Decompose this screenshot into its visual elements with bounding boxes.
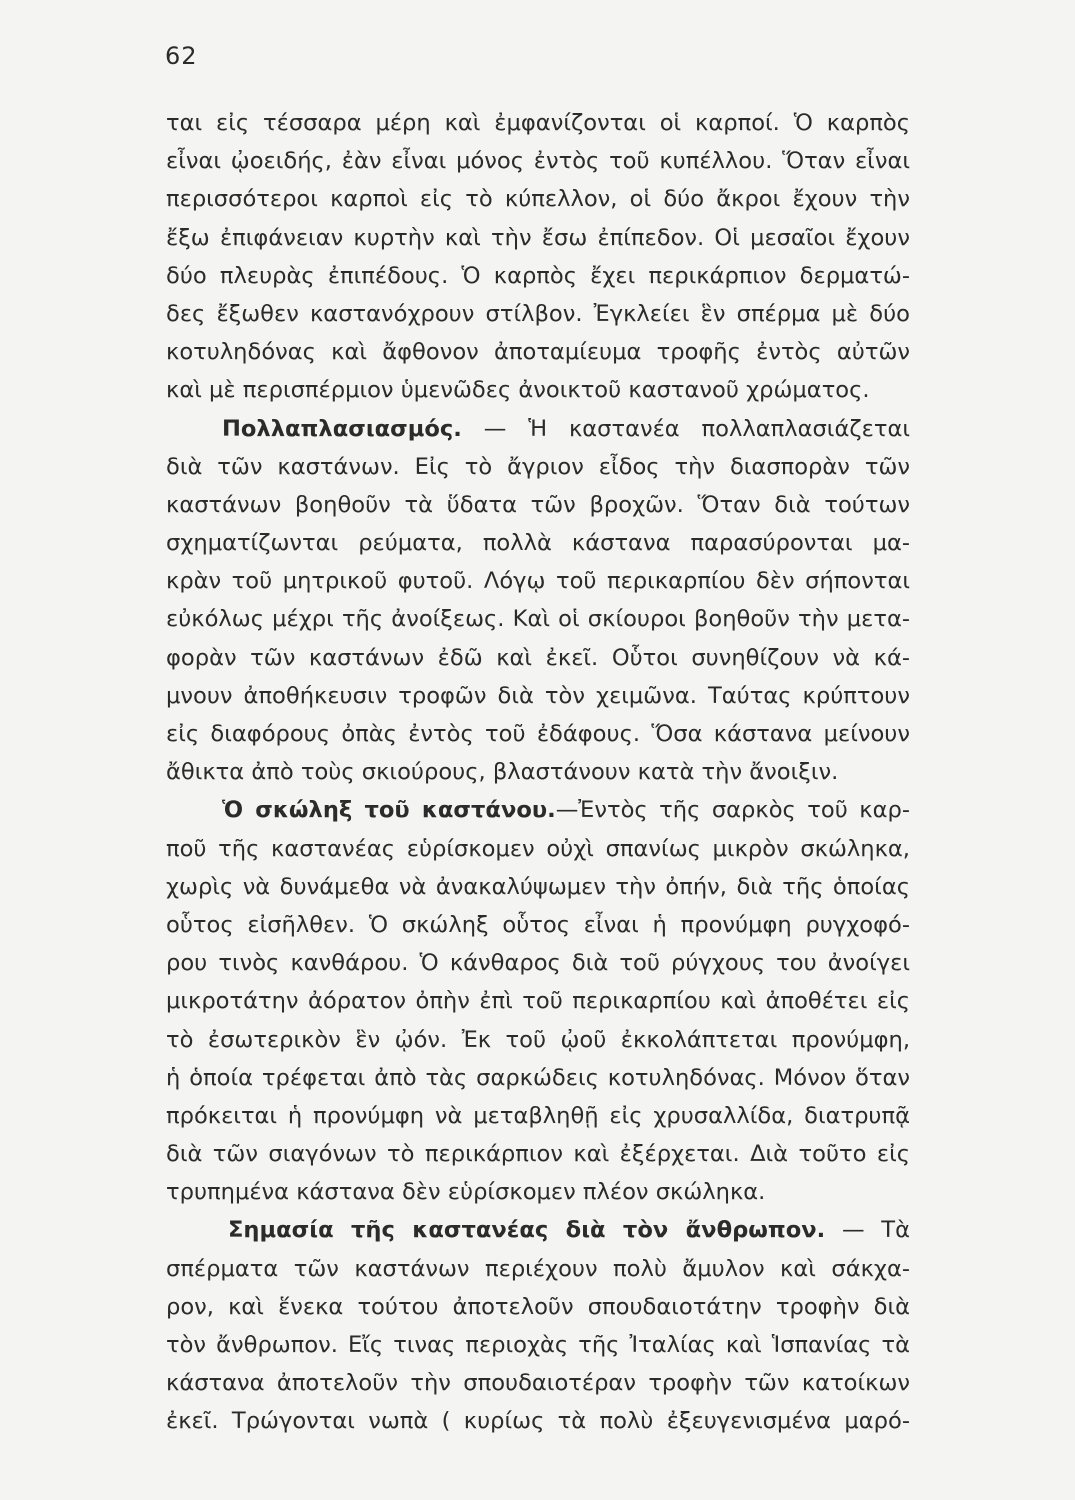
text-segment: τρυπημένα κάστανα δὲν εὑρίσκομεν πλέον σκώληκα. — [166, 1179, 766, 1206]
text-line — [166, 1326, 910, 1364]
text-line — [166, 830, 910, 868]
text-line — [166, 1097, 910, 1135]
text-segment: κοτυληδόνας καὶ ἄφθονον ἀποταμίευμα τροφῆς ἐντὸς αὐτῶν — [166, 339, 910, 366]
text-line — [166, 257, 910, 295]
text-line — [166, 295, 910, 333]
text-segment: —Ἐντὸς τῆς σαρκὸς τοῦ καρ- — [555, 797, 910, 824]
text-line — [166, 753, 910, 791]
text-segment: τὸν ἄνθρωπον. Εἴς τινας περιοχὰς τῆς Ἰταλίας καὶ Ἱσπανίας τὰ — [166, 1332, 910, 1358]
text-segment: καὶ μὲ περισπέρμιον ὑμενῶδες ἀνοικτοῦ καστανοῦ χρώματος. — [166, 377, 870, 404]
text-segment: ἔξω ἐπιφάνειαν κυρτὴν καὶ τὴν ἔσω ἐπίπεδον. Οἱ μεσαῖοι ἔχουν — [166, 224, 910, 251]
text-segment: τὸ ἐσωτερικὸν ἓν ᾠόν. Ἐκ τοῦ ᾠοῦ ἐκκολάπτεται προνύμφη, — [166, 1026, 910, 1053]
text-segment: ρου τινὸς κανθάρου. Ὁ κάνθαρος διὰ τοῦ ρύγχους του ἀνοίγει — [166, 950, 910, 977]
text-segment: διὰ τῶν καστάνων. Εἰς τὸ ἄγριον εἶδος τὴν διασπορὰν τῶν — [166, 453, 910, 480]
text-segment: ἐκεῖ. Τρώγονται νωπὰ ( κυρίως τὰ πολὺ ἐξευγενισμένα μαρό- — [166, 1408, 910, 1435]
text-segment: σπέρματα τῶν καστάνων περιέχουν πολὺ ἄμυλον καὶ σάκχα- — [166, 1255, 910, 1282]
text-segment: μικροτάτην ἀόρατον ὀπὴν ἐπὶ τοῦ περικαρπίου καὶ ἀποθέτει εἰς — [166, 988, 910, 1015]
text-line — [166, 104, 910, 142]
text-line — [166, 1021, 910, 1059]
text-segment: δύο πλευρὰς ἐπιπέδους. Ὁ καρπὸς ἔχει περικάρπιον δερματώ- — [166, 262, 910, 289]
text-line — [166, 1288, 910, 1326]
text-segment: ται εἰς τέσσαρα μέρη καὶ ἐμφανίζονται οἱ καρποί. Ὁ καρπὸς — [166, 110, 910, 136]
text-segment: σχηματίζωνται ρεύματα, πολλὰ κάστανα παρασύρονται μα- — [166, 530, 910, 557]
text-line — [166, 333, 910, 371]
text-line — [166, 600, 910, 638]
text-segment: ρον, καὶ ἕνεκα τούτου ἀποτελοῦν σπουδαιοτάτην τροφὴν διὰ — [166, 1293, 910, 1320]
text-line — [166, 944, 910, 982]
text-line — [166, 1402, 910, 1440]
text-line — [166, 791, 910, 829]
text-segment: ἄθικτα ἀπὸ τοὺς σκιούρους, βλαστάνουν κατὰ τὴν ἄνοιξιν. — [166, 759, 839, 786]
text-line — [166, 410, 910, 448]
text-segment: — Ἡ καστανέα πολλαπλασιάζεται — [461, 415, 910, 442]
text-segment: πρόκειται ἡ προνύμφη νὰ μεταβληθῇ εἰς χρυσαλλίδα, διατρυπᾷ — [166, 1102, 910, 1129]
text-line — [166, 1364, 910, 1402]
text-segment: — Τὰ — [825, 1217, 910, 1244]
text-line — [166, 982, 910, 1020]
text-line — [166, 1135, 910, 1173]
text-segment: καστάνων βοηθοῦν τὰ ὕδατα τῶν βροχῶν. Ὅταν διὰ τούτων — [166, 491, 910, 518]
page-number: 62 — [165, 42, 198, 70]
text-segment: εἰς διαφόρους ὀπὰς ἐντὸς τοῦ ἐδάφους. Ὅσα κάστανα μείνουν — [166, 721, 910, 747]
text-line — [166, 1211, 910, 1249]
text-segment: οὗτος εἰσῆλθεν. Ὁ σκώληξ οὗτος εἶναι ἡ προνύμφη ρυγχοφό- — [166, 911, 910, 938]
text-line — [166, 486, 910, 524]
text-segment: ἡ ὁποία τρέφεται ἀπὸ τὰς σαρκώδεις κοτυληδόνας. Μόνον ὅταν — [166, 1064, 910, 1091]
text-segment: φορὰν τῶν καστάνων ἐδῶ καὶ ἐκεῖ. Οὗτοι συνηθίζουν νὰ κά- — [166, 644, 910, 671]
text-segment: ποῦ τῆς καστανέας εὑρίσκομεν οὐχὶ σπανίως μικρὸν σκώληκα, — [166, 835, 910, 862]
body-text — [166, 104, 910, 1441]
text-line — [166, 1250, 910, 1288]
text-segment: χωρὶς νὰ δυνάμεθα νὰ ἀνακαλύψωμεν τὴν ὀπήν, διὰ τῆς ὁποίας — [166, 873, 910, 900]
text-segment: δες ἔξωθεν καστανόχρουν στίλβον. Ἐγκλείει ἓν σπέρμα μὲ δύο — [166, 300, 910, 327]
text-line — [166, 371, 910, 409]
text-segment: κάστανα ἀποτελοῦν τὴν σπουδαιοτέραν τροφὴν τῶν κατοίκων — [166, 1370, 910, 1397]
text-segment: εἶναι ᾠοειδής, ἐὰν εἶναι μόνος ἐντὸς τοῦ κυπέλλου. Ὅταν εἶναι — [166, 148, 910, 175]
text-line — [166, 677, 910, 715]
section-heading: Σημασία τῆς καστανέας διὰ τὸν ἄνθρωπον. — [228, 1217, 826, 1244]
text-line — [166, 180, 910, 218]
text-line — [166, 142, 910, 180]
text-segment: διὰ τῶν σιαγόνων τὸ περικάρπιον καὶ ἐξέρχεται. Διὰ τοῦτο εἰς — [166, 1141, 910, 1168]
section-heading: Πολλαπλασιασμός. — [222, 415, 462, 442]
text-line — [166, 562, 910, 600]
text-segment: κρὰν τοῦ μητρικοῦ φυτοῦ. Λόγῳ τοῦ περικαρπίου δὲν σήπονται — [166, 568, 910, 595]
text-line — [166, 639, 910, 677]
text-line — [166, 715, 910, 753]
text-line — [166, 868, 910, 906]
text-line — [166, 1059, 910, 1097]
text-segment: εὐκόλως μέχρι τῆς ἀνοίξεως. Καὶ οἱ σκίουροι βοηθοῦν τὴν μετα- — [166, 606, 910, 633]
text-line — [166, 524, 910, 562]
text-line — [166, 219, 910, 257]
text-line — [166, 906, 910, 944]
text-line — [166, 448, 910, 486]
section-heading: Ὁ σκώληξ τοῦ καστάνου. — [222, 797, 556, 824]
text-segment: περισσότεροι καρποὶ εἰς τὸ κύπελλον, οἱ δύο ἄκροι ἔχουν τὴν — [166, 186, 910, 213]
text-segment: μνουν ἀποθήκευσιν τροφῶν διὰ τὸν χειμῶνα. Ταύτας κρύπτουν — [166, 682, 910, 709]
text-line — [166, 1173, 910, 1211]
